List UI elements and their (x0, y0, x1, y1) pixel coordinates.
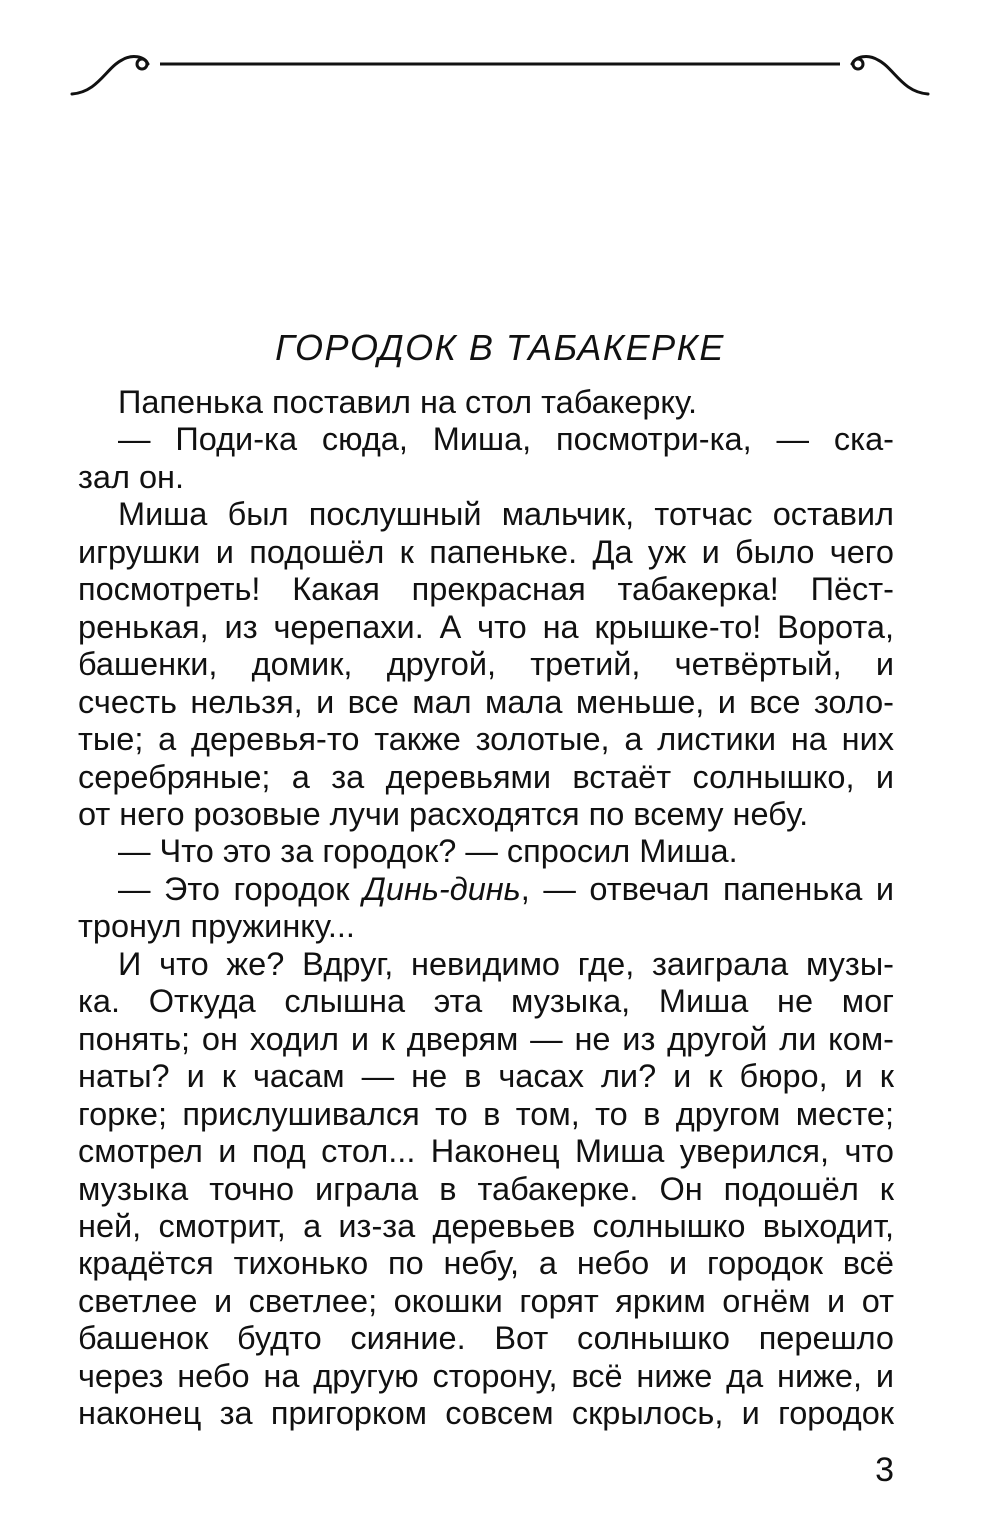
text-line: счесть нельзя, и все мал мала меньше, и все золо- (78, 683, 894, 720)
text-line: ней, смотрит, а из-за деревьев солнышко выходит, (78, 1207, 894, 1244)
text-line: смотрел и под стол... Наконец Миша уверился, что (78, 1133, 894, 1170)
text-line: Миша был послушный мальчик, тотчас оставил (118, 496, 894, 533)
chapter-title: ГОРОДОК В ТАБАКЕРКЕ (275, 327, 725, 368)
text-line: тые; а деревья-то также золотые, а листики на них (78, 721, 894, 758)
header-ornament (70, 38, 930, 102)
text-line: посмотреть! Какая прекрасная табакерка! Пёст- (78, 571, 894, 608)
text-line (78, 871, 894, 908)
text-line: зал он. (78, 458, 185, 495)
dialog-prefix: — Это городок (118, 870, 363, 907)
text-line: через небо на другую сторону, всё ниже да ниже, и (78, 1357, 894, 1394)
town-name: Динь-динь (363, 870, 521, 907)
dialog-suffix: , — отвечал папенька и (520, 870, 894, 907)
text-line: от него розовые лучи расходятся по всему небу. (78, 795, 809, 832)
text-line: — Что это за городок? — спросил Миша. (118, 833, 738, 870)
text-line: наты? и к часам — не в часах ли? и к бюро, и к (78, 1058, 894, 1095)
text-line: башенок будто сияние. Вот солнышко перешло (78, 1320, 894, 1357)
text-line: наконец за пригорком совсем скрылось, и городок (78, 1395, 894, 1432)
text-line: крадётся тихонько по небу, а небо и городок всё (78, 1245, 894, 1282)
text-line: серебряные; а за деревьями встаёт солнышко, и (78, 758, 894, 795)
text-line: понять; он ходил и к дверям — не из другой ли ком- (78, 1020, 894, 1057)
page-number: 3 (875, 1451, 894, 1489)
story-text (78, 384, 894, 1433)
text-line: башенки, домик, другой, третий, четвёртый, и (78, 646, 894, 683)
text-line: горке; прислушивался то в том, то в другом месте; (78, 1095, 894, 1132)
text-line: Папенька поставил на стол табакерку. (118, 384, 698, 420)
text-line: светлее и светлее; окошки горят ярким огнём и от (78, 1282, 894, 1319)
text-line: И что же? Вдруг, невидимо где, заиграла музы- (118, 945, 894, 982)
text-line: ренькая, из черепахи. А что на крышке-то! Ворота, (78, 608, 894, 645)
text-line: игрушки и подошёл к папеньке. Да уж и было чего (78, 533, 894, 570)
text-line: ка. Откуда слышна эта музыка, Миша не мог (78, 983, 894, 1020)
text-line: музыка точно играла в табакерке. Он подошёл к (78, 1170, 894, 1207)
text-line: тронул пружинку... (78, 908, 355, 945)
text-line: — Поди-ка сюда, Миша, посмотри-ка, — ска- (118, 421, 894, 458)
